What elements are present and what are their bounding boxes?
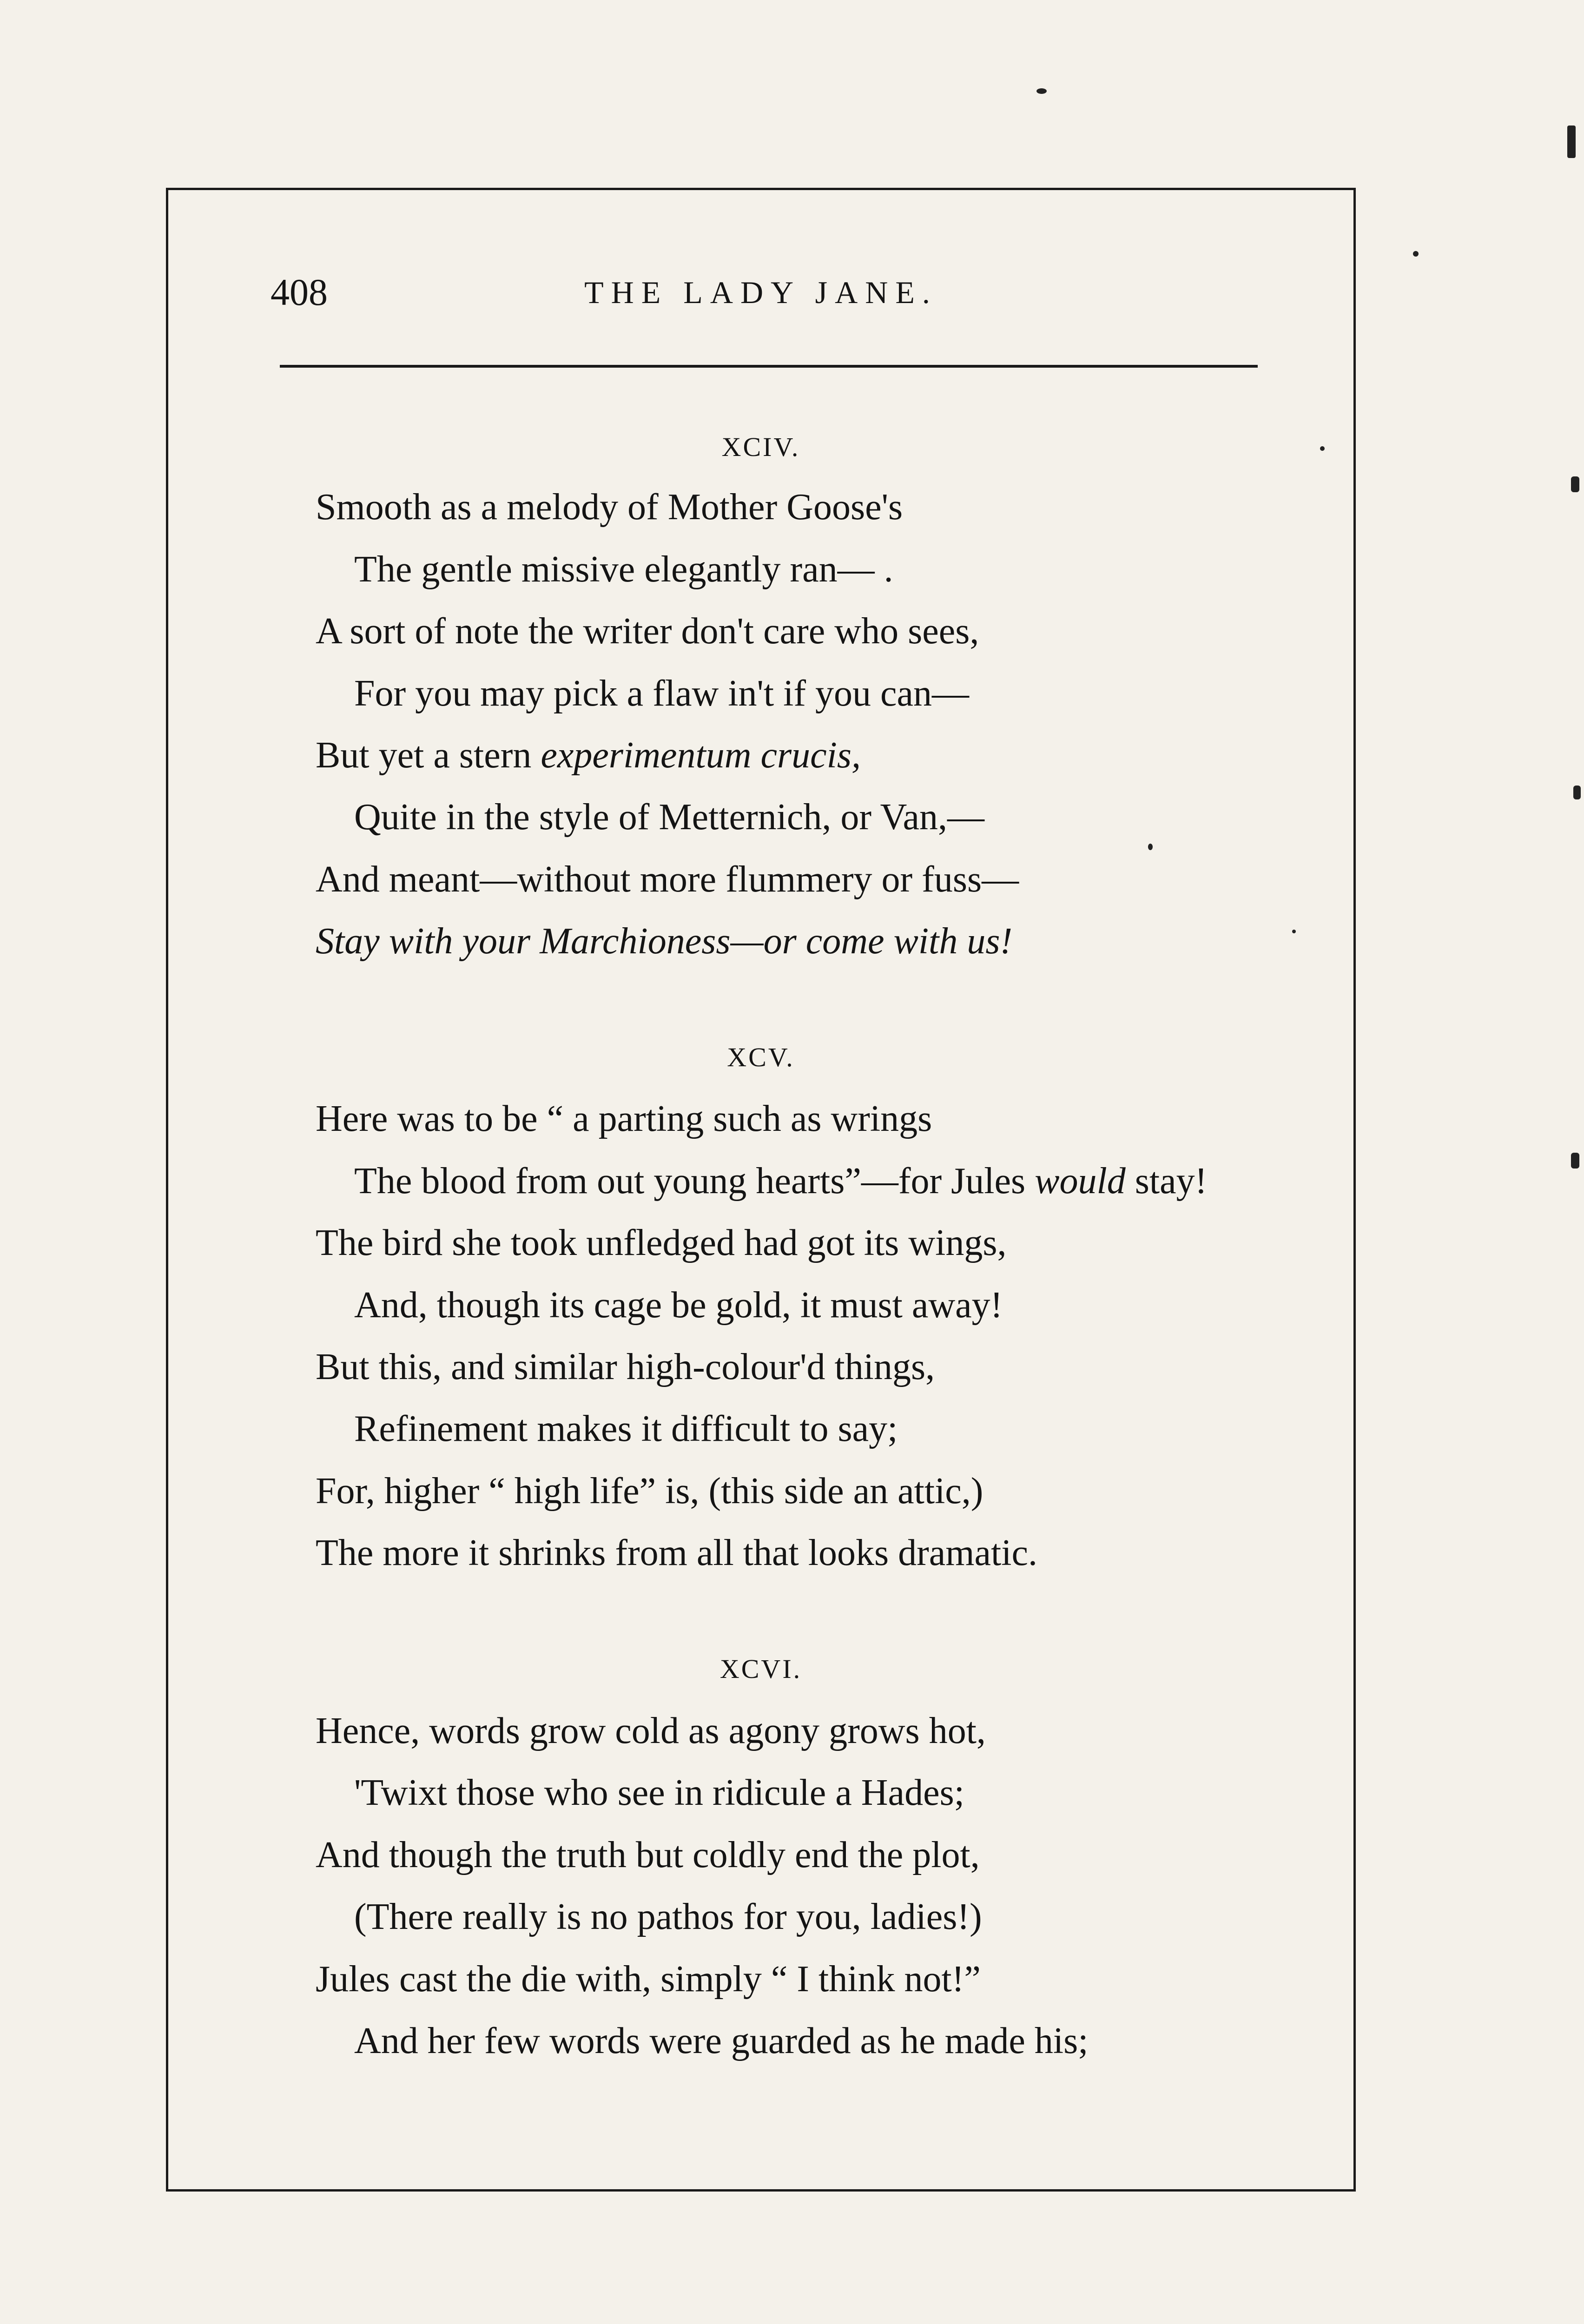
scan-mark: [1573, 786, 1581, 799]
scan-speck: [1413, 251, 1419, 257]
verse-line: 'Twixt those who see in ridicule a Hades;: [354, 1772, 964, 1813]
verse-text: stay!: [1125, 1161, 1208, 1202]
verse-line: Here was to be “ a parting such as wrings: [316, 1098, 932, 1139]
stanza-numeral: XCVI.: [719, 1654, 802, 1684]
verse-italic: Stay with your Marchioness—or come with us!: [316, 921, 1013, 962]
verse-line: Smooth as a melody of Mother Goose's: [316, 487, 903, 528]
verse-line: For, higher “ high life” is, (this side an attic,): [316, 1471, 983, 1512]
stanza-numeral: XCV.: [727, 1042, 795, 1072]
verse-line: [354, 1158, 1207, 1204]
verse-line: The gentle missive elegantly ran— .: [354, 549, 893, 590]
verse-text: The blood from out young hearts”—for Jules: [354, 1161, 1035, 1202]
page-header: [168, 267, 1353, 318]
verse-line: For you may pick a flaw in't if you can—: [354, 673, 970, 714]
page-number: 408: [271, 271, 328, 313]
scan-speck: [1292, 930, 1296, 933]
stanza-numeral: XCIV.: [721, 432, 800, 462]
scan-mark: [1567, 125, 1576, 158]
verse-line: And, though its cage be gold, it must away!: [354, 1285, 1003, 1326]
verse-text: But yet a stern: [316, 735, 541, 776]
scan-speck: [1148, 844, 1153, 850]
verse-line: But this, and similar high-colour'd things,: [316, 1347, 935, 1387]
verse-line: A sort of note the writer don't care who sees,: [316, 611, 979, 652]
verse-line: Hence, words grow cold as agony grows hot,: [316, 1710, 986, 1751]
scan-mark: [1571, 1153, 1579, 1169]
verse-italic: experimentum crucis,: [541, 735, 861, 776]
verse-line: Quite in the style of Metternich, or Van,—: [354, 797, 985, 838]
verse-line: [316, 732, 861, 779]
verse-line: The bird she took unfledged had got its wings,: [316, 1222, 1007, 1263]
verse-line: Jules cast the die with, simply “ I think not!”: [316, 1959, 981, 2000]
verse-line: [316, 918, 1012, 964]
verse-line: The more it shrinks from all that looks dramatic.: [316, 1532, 1037, 1573]
scan-speck: [1320, 446, 1325, 451]
running-title: THE LADY JANE.: [584, 275, 937, 310]
verse-line: And meant—without more flummery or fuss—: [316, 859, 1019, 900]
scan-mark: [1571, 476, 1579, 492]
page-frame: [166, 188, 1356, 2192]
scan-speck: [1036, 88, 1047, 94]
verse-italic: would: [1035, 1161, 1126, 1202]
header-rule: [280, 365, 1258, 368]
verse-line: Refinement makes it difficult to say;: [354, 1408, 898, 1449]
verse-line: And her few words were guarded as he made his;: [354, 2020, 1089, 2061]
verse-line: (There really is no pathos for you, ladies!): [354, 1896, 982, 1937]
verse-line: And though the truth but coldly end the plot,: [316, 1835, 980, 1875]
